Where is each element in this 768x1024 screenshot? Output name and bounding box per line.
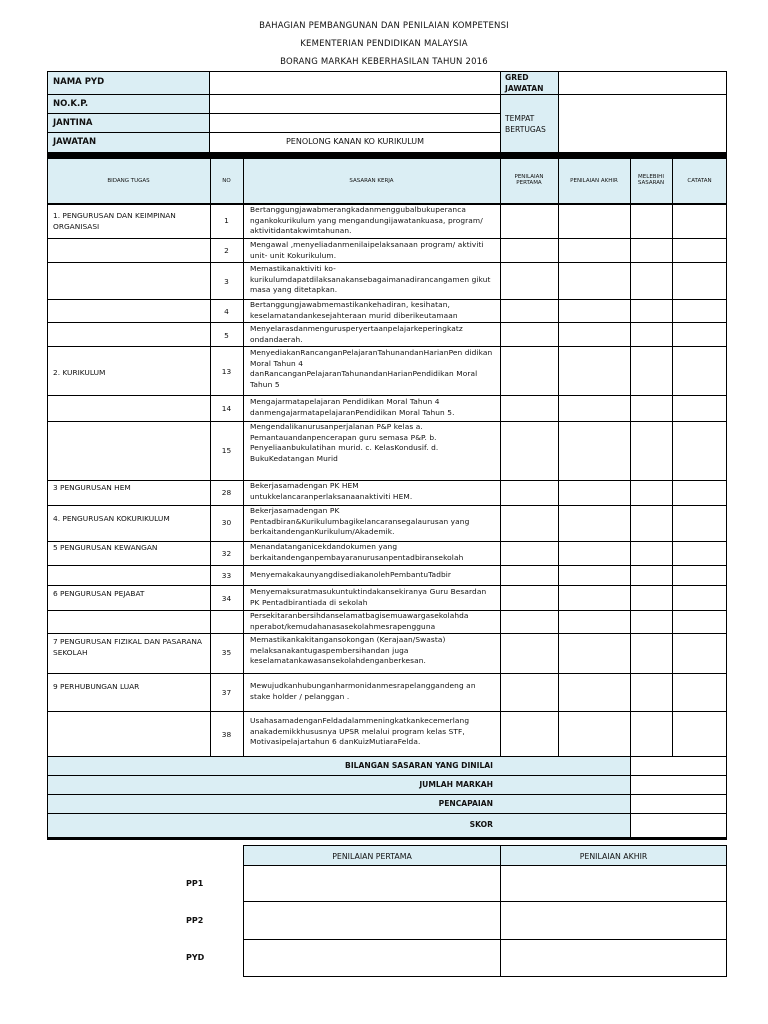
bidang-7: 7 PENGURUSAN FIZIKAL DAN PASARANA SEKOLAH <box>53 637 202 657</box>
col-melebihi: MELEBIHI SASARAN <box>637 174 665 186</box>
bidang-6: 6 PENGURUSAN PEJABAT <box>53 589 145 598</box>
row-no: 33 <box>221 571 232 580</box>
bidang-5: 5 PENGURUSAN KEWANGAN <box>53 543 158 552</box>
bidang-9: 9 PERHUBUNGAN LUAR <box>53 682 140 691</box>
row-desc: Menyelarasdanmengurusperyertaanpelajarkeperingkatz ondandaerah. <box>250 324 463 344</box>
pyd-akhir-sign[interactable] <box>500 939 727 977</box>
summary-bilangan: BILANGAN SASARAN YANG DINILAI <box>345 761 493 770</box>
bottom-divider <box>47 837 727 840</box>
row-desc: Bekerjasamadengan PK HEM untukkelancaranperlaksanaanaktiviti HEM. <box>250 481 413 501</box>
row-desc: Mengawal ,menyeliadanmenilaipelaksanaan program/ aktiviti unit- unit Kokurikulum. <box>250 240 484 260</box>
col-penilaian-pertama: PENILAIAN PERTAMA <box>514 174 544 186</box>
pp1-akhir-sign[interactable] <box>500 865 727 902</box>
nama-pyd-label: NAMA PYD <box>53 77 105 87</box>
row-desc: Mewujudkanhubunganharmonidanmesrapelanggandeng an stake holder / pelanggan . <box>250 681 476 701</box>
pyd-pertama-sign[interactable] <box>243 939 501 977</box>
row-no: 28 <box>221 488 232 497</box>
row-desc: Mengendalikanurusanperjalanan P&P kelas a. Pemantauandanpencerapan guru semasa P&P. b. Penyeliaanbukulatihan murid. c. KelasKondusif. d. BukuKedatangan Murid <box>250 422 439 463</box>
nokp-label: NO.K.P. <box>53 99 89 109</box>
row-desc: UsahasamadenganFeldadalammeningkatkankecemerlang anakademikkhususnya UPSR melalui program kelas STF, Motivasipelajartahun 6 danKuizMutiaraFelda. <box>250 716 470 747</box>
row-no: 5 <box>224 331 229 340</box>
jawatan-value: PENOLONG KANAN KO KURIKULUM <box>285 137 425 146</box>
row-desc: Mengajarmatapelajaran Pendidikan Moral Tahun 4 danmengajarmatapelajaranPendidikan Moral Tahun 5. <box>250 397 455 417</box>
row-desc: Bertanggungjawabmerangkadanmenggubalbukuperanca ngankokurikulum yang mengandungijawatankuasa, program/ aktivitidantakwimtahunan. <box>250 205 483 236</box>
row-desc: Persekitaranbersihdanselamatbagisemuawargasekolahda nperabot/kemudahanasasekolahmesrapengguna <box>250 611 469 631</box>
nokp-field[interactable] <box>209 94 501 114</box>
summary-skor-value[interactable] <box>630 813 727 838</box>
jawatan-label: JAWATAN <box>53 137 97 147</box>
row-desc: Memastikanaktiviti ko- kurikulumdapatdilaksanakansebagaimanadirancangamen gikut masa yang ditetapkan. <box>250 264 491 295</box>
row-no: 32 <box>221 549 232 558</box>
pyd-label: PYD <box>186 953 205 962</box>
col-catatan: CATATAN <box>687 178 712 184</box>
bidang-2: 2. KURIKULUM <box>53 368 106 377</box>
row-no: 35 <box>221 648 232 657</box>
pp2-akhir-sign[interactable] <box>500 901 727 940</box>
nama-pyd-field[interactable] <box>209 71 501 95</box>
row-no: 38 <box>221 730 232 739</box>
row-desc: MenyemakakaunyangdisediakanolehPembantuTadbir <box>250 570 452 579</box>
gred-field[interactable] <box>558 71 727 95</box>
row-desc: MenyediakanRancanganPelajaranTahunandanHarianPen didikan Moral Tahun 4 danRancanganPelajaranTahunandanHarianPendidikan Moral Tahun 5 <box>250 348 493 389</box>
row-desc: Bekerjasamadengan PK Pentadbiran&Kurikulumbagikelancaransegalaurusan yang berkaitandenganKurikulum/Akademik. <box>250 506 470 537</box>
summary-skor: SKOR <box>469 820 493 829</box>
row-desc: Menandatanganicekdandokumen yang berkaitandenganpembayaranurusanpentadbiransekolah <box>250 542 464 562</box>
signoff-pertama-label: PENILAIAN PERTAMA <box>332 852 412 861</box>
bidang-1: 1. PENGURUSAN DAN KEIMPINAN ORGANISASI <box>53 211 176 231</box>
row-no: 30 <box>221 518 232 527</box>
header-line-2: KEMENTERIAN PENDIDIKAN MALAYSIA <box>300 39 468 49</box>
row-desc: Bertanggungjawabmemastikankehadiran, kesihatan, keselamatandankesejahteraan murid diberikeutamaan <box>250 300 458 320</box>
pp1-pertama-sign[interactable] <box>243 865 501 902</box>
col-no: NO <box>222 178 231 184</box>
tempat-label: TEMPAT BERTUGAS <box>505 114 546 134</box>
row-no: 34 <box>221 594 232 603</box>
bidang-3: 3 PENGURUSAN HEM <box>53 483 131 492</box>
row-no: 37 <box>221 688 232 697</box>
row-no: 14 <box>221 404 232 413</box>
summary-bilangan-value[interactable] <box>630 756 727 776</box>
col-penilaian-akhir: PENILAIAN AKHIR <box>570 178 618 184</box>
col-sasaran: SASARAN KERJA <box>349 178 394 184</box>
pp1-label: PP1 <box>186 879 204 888</box>
jantina-field[interactable] <box>209 113 501 133</box>
summary-jumlah-value[interactable] <box>630 775 727 795</box>
pp2-pertama-sign[interactable] <box>243 901 501 940</box>
signoff-akhir-label: PENILAIAN AKHIR <box>579 852 648 861</box>
row-no: 13 <box>221 367 232 376</box>
row-no: 2 <box>224 246 229 255</box>
row-no: 3 <box>224 277 229 286</box>
pp2-label: PP2 <box>186 916 204 925</box>
row-no: 4 <box>224 307 229 316</box>
tempat-field[interactable] <box>558 94 727 153</box>
row-no: 15 <box>221 446 232 455</box>
jantina-label: JANTINA <box>53 118 93 128</box>
col-bidang: BIDANG TUGAS <box>107 178 150 184</box>
row-no: 1 <box>224 216 229 225</box>
summary-pencapaian-value[interactable] <box>630 794 727 814</box>
gred-label: GRED JAWATAN <box>505 73 544 93</box>
header-line-3: BORANG MARKAH KEBERHASILAN TAHUN 2016 <box>280 57 488 67</box>
summary-jumlah: JUMLAH MARKAH <box>419 780 493 789</box>
summary-pencapaian: PENCAPAIAN <box>438 799 493 808</box>
header-line-1: BAHAGIAN PEMBANGUNAN DAN PENILAIAN KOMPETENSI <box>259 21 509 31</box>
bidang-4: 4. PENGURUSAN KOKURIKULUM <box>53 514 170 523</box>
row-desc: Menyemaksuratmasukuntuktindakansekiranya Guru Besardan PK Pentadbirantiada di sekolah <box>250 587 487 607</box>
row-desc: Memastikankakitangansokongan (Kerajaan/Swasta) melaksanakantugaspembersihandan juga keselamatankawasansekolahdenganberkesan. <box>250 635 446 666</box>
